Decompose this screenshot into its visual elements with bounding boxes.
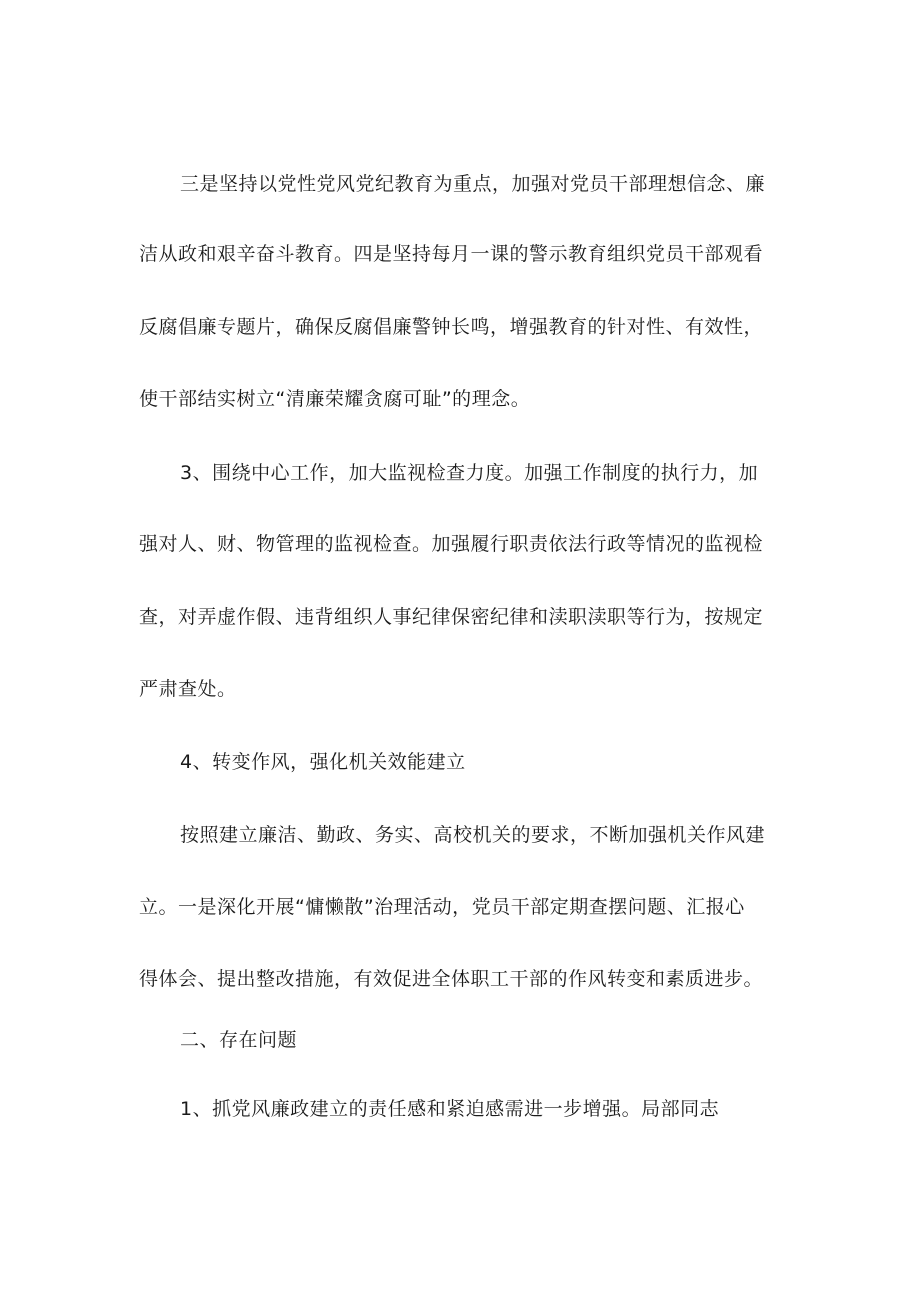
paragraph-line: 严肃查处。 xyxy=(139,678,237,700)
paragraph-line: 得体会、提出整改措施，有效促进全体职工干部的作风转变和素质进步。 xyxy=(139,968,764,990)
section-heading: 二、存在问题 xyxy=(180,1029,298,1051)
paragraph-line: 使干部结实树立“清廉荣耀贪腐可耻”的理念。 xyxy=(139,388,531,410)
paragraph-line: 洁从政和艰辛奋斗教育。四是坚持每月一课的警示教育组织党员干部观看 xyxy=(139,243,764,265)
paragraph-line: 查，对弄虚作假、违背组织人事纪律保密纪律和渎职渎职等行为，按规定 xyxy=(139,606,764,628)
paragraph-line: 反腐倡廉专题片，确保反腐倡廉警钟长鸣，增强教育的针对性、有效性， xyxy=(139,316,764,338)
paragraph-line: 立。一是深化开展“慵懒散”治理活动，党员干部定期查摆问题、汇报心 xyxy=(139,896,745,918)
paragraph-line: 3、围绕中心工作，加大监视检查力度。加强工作制度的执行力，加 xyxy=(180,462,759,484)
paragraph-line: 强对人、财、物管理的监视检查。加强履行职责依法行政等情况的监视检 xyxy=(139,533,764,555)
paragraph-line: 1、抓党风廉政建立的责任感和紧迫感需进一步增强。局部同志 xyxy=(180,1098,720,1120)
paragraph-line: 三是坚持以党性党风党纪教育为重点，加强对党员干部理想信念、廉 xyxy=(180,173,766,195)
section-heading: 4、转变作风，强化机关效能建立 xyxy=(180,751,466,773)
paragraph-line: 按照建立廉洁、勤政、务实、高校机关的要求，不断加强机关作风建 xyxy=(180,824,766,846)
